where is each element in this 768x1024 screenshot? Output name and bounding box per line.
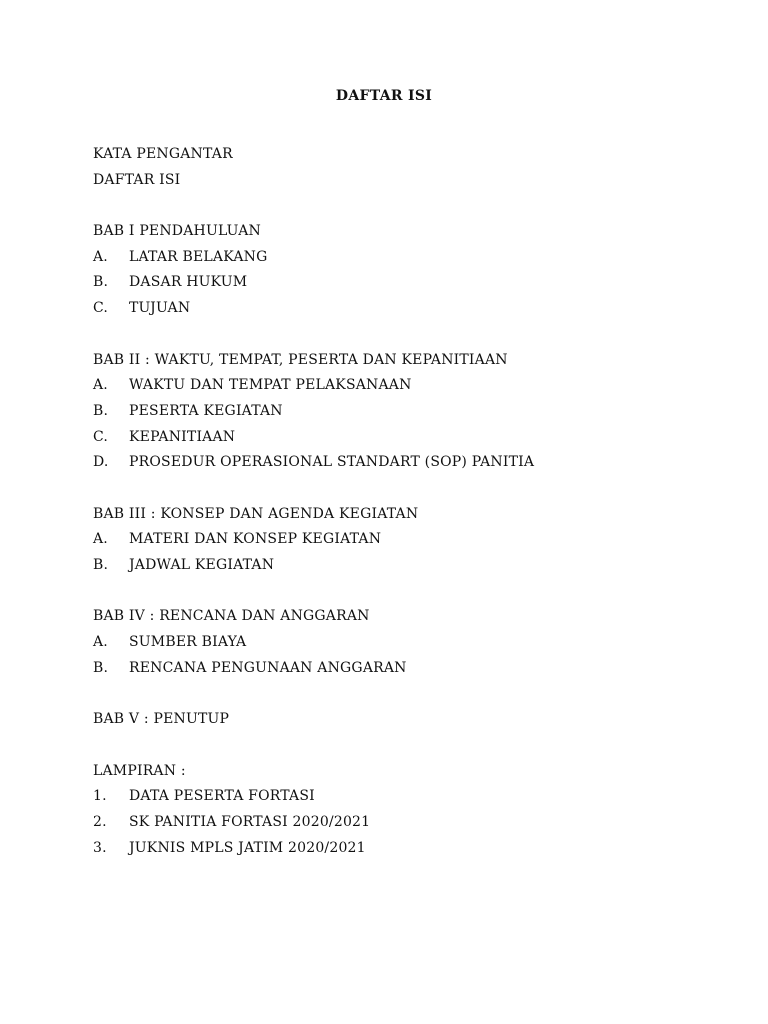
list-marker: A. [93, 531, 108, 548]
list-item-text: JUKNIS MPLS JATIM 2020/2021 [129, 839, 366, 856]
list-item-text: SK PANITIA FORTASI 2020/2021 [129, 813, 371, 830]
appendix-heading: LAMPIRAN : [93, 762, 186, 779]
chapter-section [93, 709, 713, 735]
front-matter [93, 144, 713, 195]
chapter-heading: BAB I PENDAHULUAN [93, 223, 262, 240]
list-item-text: WAKTU DAN TEMPAT PELAKSANAAN [129, 377, 412, 394]
list-item [93, 786, 713, 812]
list-marker: B. [93, 274, 109, 291]
list-item [93, 247, 713, 273]
list-item [93, 555, 713, 581]
list-marker: A. [93, 377, 108, 394]
list-item-text: DATA PESERTA FORTASI [129, 788, 315, 805]
chapter-heading: BAB II : WAKTU, TEMPAT, PESERTA DAN KEPANITIAAN [93, 351, 508, 368]
list-item [93, 401, 713, 427]
appendix-section [93, 761, 713, 864]
list-item [93, 632, 713, 658]
list-item [93, 812, 713, 838]
chapter-section [93, 221, 713, 324]
list-marker: B. [93, 557, 109, 573]
chapter-heading: BAB IV : RENCANA DAN ANGGARAN [93, 608, 370, 625]
list-item-text: PESERTA KEGIATAN [129, 402, 283, 419]
list-item-text: KEPANITIAAN [129, 428, 236, 445]
list-item-text: LATAR BELAKANG [129, 248, 268, 265]
list-item-text: MATERI DAN KONSEP KEGIATAN [129, 531, 382, 548]
chapter-section [93, 350, 713, 478]
list-item [93, 427, 713, 453]
list-marker: 3. [93, 839, 107, 856]
list-item [93, 838, 713, 864]
list-item [93, 529, 713, 555]
list-marker: 2. [93, 813, 107, 830]
chapter-heading: BAB III : KONSEP DAN AGENDA KEGIATAN [93, 505, 419, 522]
chapter-section [93, 606, 713, 683]
list-item [93, 298, 713, 324]
list-marker: 1. [93, 788, 107, 805]
front-matter-item: KATA PENGANTAR [93, 146, 233, 162]
list-marker: A. [93, 248, 108, 265]
list-item [93, 375, 713, 401]
list-item [93, 272, 713, 298]
list-item-text: PROSEDUR OPERASIONAL STANDART (SOP) PANITIA [129, 454, 535, 471]
list-item [93, 658, 713, 684]
chapter-heading: BAB V : PENUTUP [93, 711, 230, 728]
list-item-text: JADWAL KEGIATAN [129, 557, 275, 573]
page-title: DAFTAR ISI [335, 88, 433, 104]
table-of-contents [93, 144, 713, 889]
chapter-section [93, 504, 713, 581]
list-marker: B. [93, 402, 109, 419]
list-item [93, 452, 713, 478]
list-marker: A. [93, 634, 108, 651]
front-matter-item: DAFTAR ISI [93, 171, 181, 188]
list-item-text: RENCANA PENGUNAAN ANGGARAN [129, 659, 407, 676]
list-item-text: TUJUAN [129, 300, 191, 317]
list-marker: C. [93, 300, 109, 317]
list-marker: C. [93, 428, 109, 445]
list-item-text: SUMBER BIAYA [129, 634, 247, 651]
list-marker: B. [93, 659, 109, 676]
list-item-text: DASAR HUKUM [129, 274, 248, 291]
list-marker: D. [93, 454, 109, 471]
